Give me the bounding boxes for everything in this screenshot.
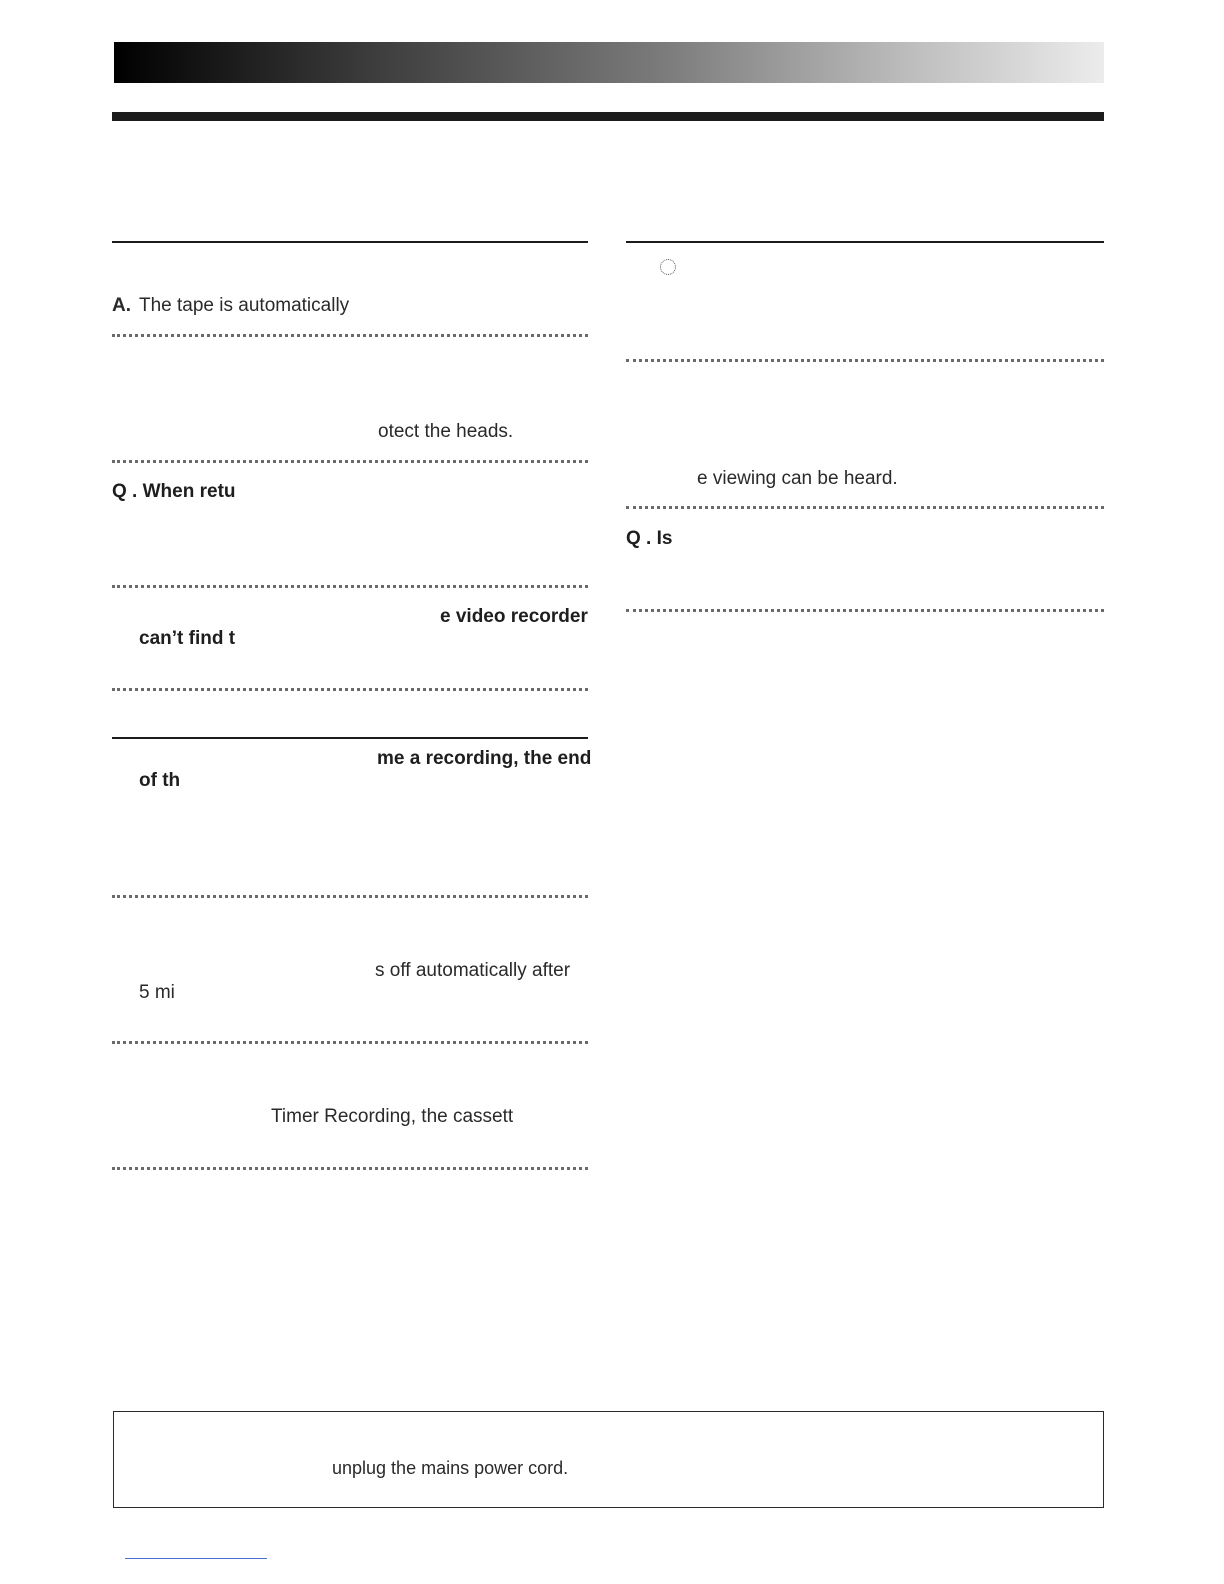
answer-4-line2: 5 mi (139, 982, 175, 1003)
note-box (113, 1411, 1104, 1508)
dotted-separator (112, 585, 588, 588)
dotted-separator (112, 334, 588, 337)
question-2-line2: can’t find t (139, 628, 236, 649)
header-gradient-bar (114, 42, 1104, 83)
answer-1-text: The tape is automatically (139, 295, 350, 316)
question-3-line2: of th (139, 770, 181, 791)
dotted-separator (626, 609, 1104, 612)
left-section-rule-2 (112, 737, 588, 739)
dotted-separator (112, 895, 588, 898)
left-section-rule (112, 241, 588, 243)
dotted-separator (626, 506, 1104, 509)
question-2-line1: e video recorder (440, 606, 588, 627)
dotted-separator (112, 1041, 588, 1044)
footer-rule (125, 1558, 267, 1559)
note-text: unplug the mains power cord. (332, 1458, 569, 1478)
question-3-line1: me a recording, the end (377, 748, 592, 769)
dotted-separator (112, 1167, 588, 1170)
circle-bullet-icon (660, 259, 676, 275)
right-answer-1: e viewing can be heard. (697, 468, 898, 489)
answer-4-line1: s off automatically after (375, 960, 571, 981)
header-rule (112, 112, 1104, 121)
right-section-rule (626, 241, 1104, 243)
dotted-separator (112, 688, 588, 691)
answer-label: A. (112, 295, 131, 316)
answer-1-continuation: otect the heads. (378, 421, 514, 442)
question-1: Q . When retu (112, 481, 236, 502)
dotted-separator (626, 359, 1104, 362)
right-question-1: Q . Is (626, 528, 673, 549)
answer-1 (112, 295, 349, 317)
dotted-separator (112, 460, 588, 463)
answer-5: Timer Recording, the cassett (271, 1106, 514, 1127)
